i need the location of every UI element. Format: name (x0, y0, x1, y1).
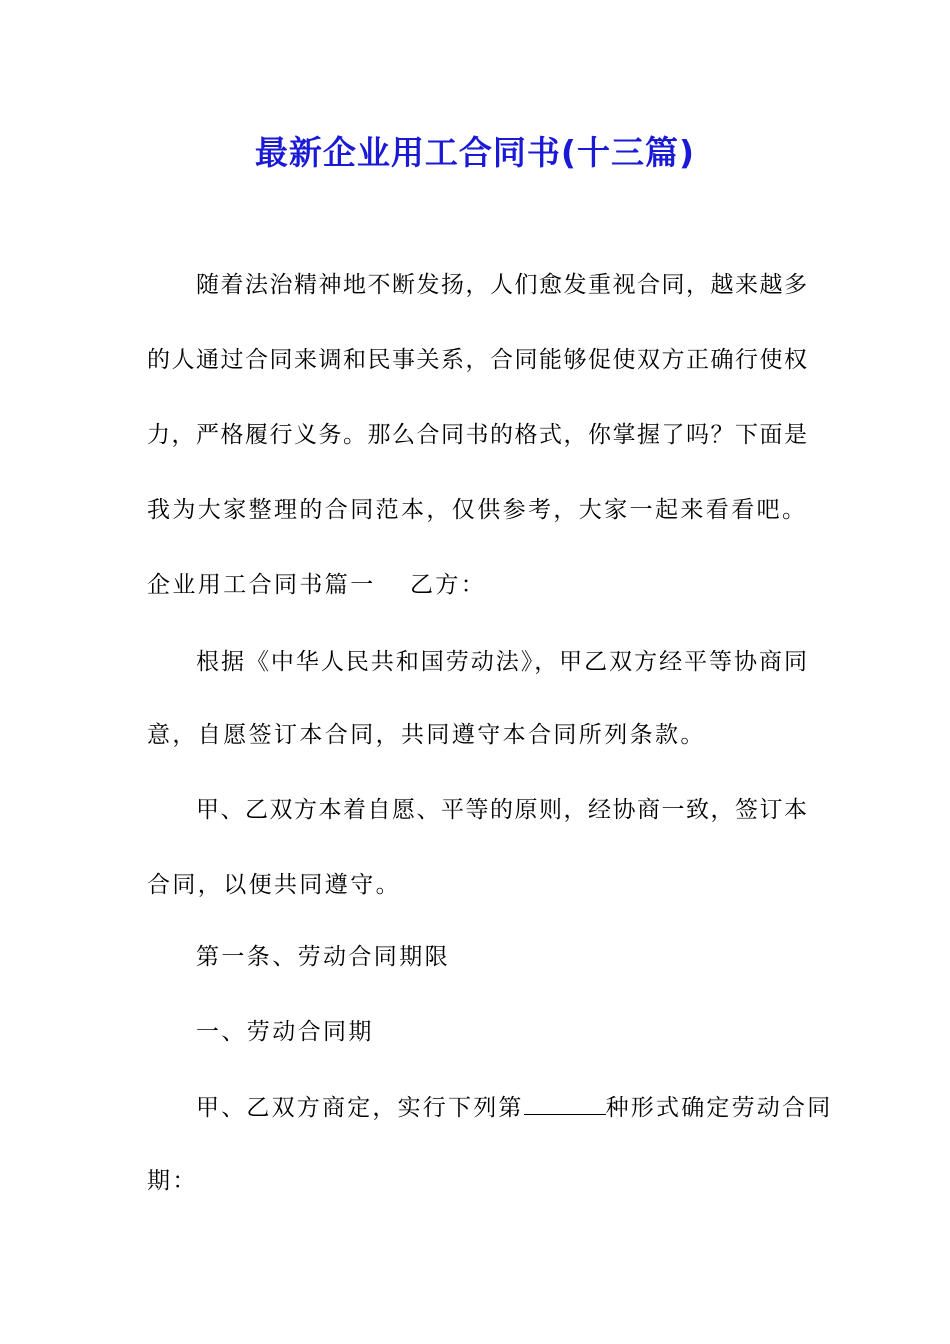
intro-line-1: 随着法治精神地不断发扬，人们愈发重视合同，越来越多 (196, 272, 807, 298)
intro-line-2: 的人通过合同来调和民事关系，合同能够促使双方正确行使权 (147, 347, 807, 373)
item-1-heading: 一、劳动合同期 (196, 1019, 374, 1045)
intro-line-3: 力，严格履行义务。那么合同书的格式，你掌握了吗？下面是 (147, 422, 807, 448)
paragraph-3-line-2: 期： (147, 1168, 198, 1194)
paragraph-2-line-1: 甲、乙双方本着自愿、平等的原则，经协商一致，签订本 (196, 797, 807, 823)
article-1-heading: 第一条、劳动合同期限 (196, 944, 450, 970)
paragraph-3-line-1 (196, 1093, 833, 1123)
paragraph-2-line-2: 合同，以便共同遵守。 (147, 872, 401, 898)
party-b-label: 乙方： (410, 572, 487, 598)
section-heading: 企业用工合同书篇一 (147, 572, 376, 598)
paragraph-1-line-2: 意，自愿签订本合同，共同遵守本合同所列条款。 (147, 722, 706, 748)
intro-line-4: 我为大家整理的合同范本，仅供参考，大家一起来看看吧。 (147, 497, 808, 523)
paragraph-1-line-1: 根据《中华人民共和国劳动法》，甲乙双方经平等协商同 (196, 649, 807, 675)
paragraph-3-text-after-blank: 种形式确定劳动合同 (605, 1095, 833, 1121)
fill-in-blank[interactable] (524, 1094, 606, 1115)
paragraph-3-text-before-blank: 甲、乙双方商定，实行下列第 (196, 1095, 524, 1121)
document-title: 最新企业用工合同书(十三篇) (254, 133, 696, 172)
